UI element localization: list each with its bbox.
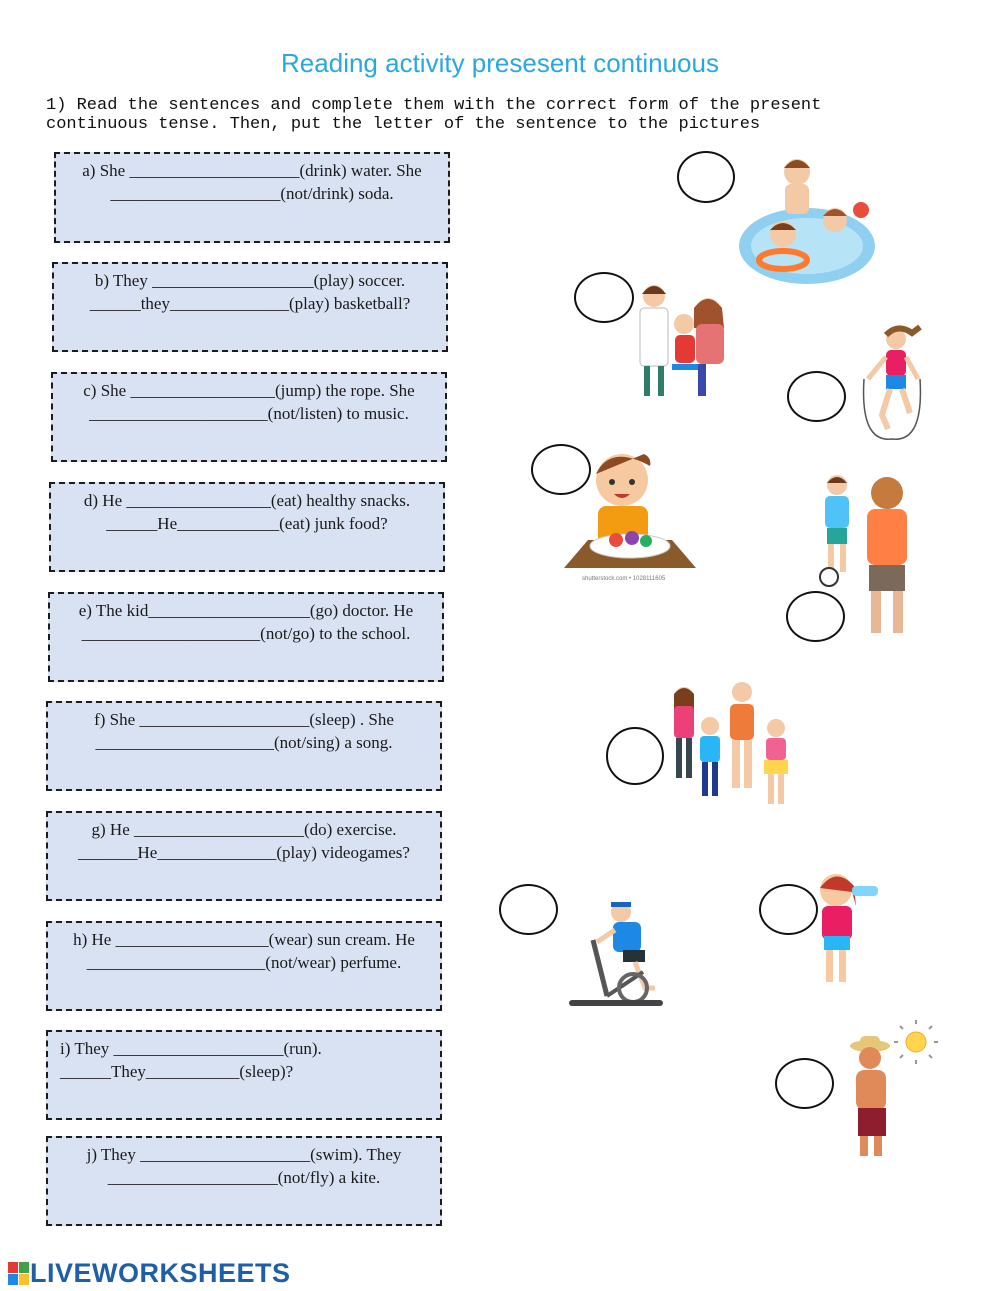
sentence-line-2: _____________________(not/go) to the school. bbox=[81, 624, 411, 643]
sentence-box-f[interactable] bbox=[46, 701, 442, 791]
sentence-box-j[interactable] bbox=[46, 1136, 442, 1226]
sentence-line-2: ____________________(not/fly) a kite. bbox=[107, 1168, 381, 1187]
liveworksheets-logo bbox=[8, 1258, 291, 1289]
sentence-line-2: _____________________(not/listen) to music. bbox=[89, 404, 409, 423]
stock-caption: shutterstock.com • 1028111605 bbox=[582, 576, 666, 582]
sentence-box-e[interactable] bbox=[48, 592, 444, 682]
sun-icon bbox=[894, 1020, 938, 1064]
page-title: Reading activity presesent continuous bbox=[281, 48, 719, 78]
sentence-box-c[interactable] bbox=[51, 372, 447, 462]
sentence-line-1: i) They ____________________(run). bbox=[60, 1039, 322, 1058]
sun-cream-picture bbox=[842, 1018, 942, 1160]
sentence-box-a[interactable] bbox=[54, 152, 450, 243]
sentence-box-g[interactable] bbox=[46, 811, 442, 901]
sentence-line-2: ______They___________(sleep)? bbox=[60, 1062, 294, 1081]
answer-bubble-sun-cream[interactable] bbox=[775, 1058, 834, 1109]
doctor-visit-picture bbox=[632, 280, 737, 402]
sentence-box-d[interactable] bbox=[49, 482, 445, 572]
girl-jumping-rope-picture bbox=[850, 323, 935, 443]
sentence-line-1: b) They ___________________(play) soccer. bbox=[94, 271, 406, 290]
kids-swimming-picture bbox=[735, 150, 875, 290]
sentence-line-2: _____________________(not/wear) perfume. bbox=[86, 953, 402, 972]
answer-bubble-run[interactable] bbox=[606, 727, 664, 785]
exercise-bike-picture bbox=[565, 900, 665, 1010]
answer-bubble-jump-rope[interactable] bbox=[787, 371, 846, 422]
sentence-line-2: _____________________(not/sing) a song. bbox=[95, 733, 393, 752]
sentence-line-1: d) He _________________(eat) healthy snacks. bbox=[83, 491, 411, 510]
sentence-line-2: ____________________(not/drink) soda. bbox=[110, 184, 394, 203]
boy-eating-picture bbox=[560, 448, 700, 583]
sentence-line-2: _______He______________(play) videogames? bbox=[78, 843, 410, 862]
sentence-line-1: c) She _________________(jump) the rope. She bbox=[83, 381, 415, 400]
sentence-line-1: a) She ____________________(drink) water. She bbox=[82, 161, 422, 180]
answer-bubble-exercise[interactable] bbox=[499, 884, 558, 935]
sentence-line-1: h) He __________________(wear) sun cream. He bbox=[73, 930, 415, 949]
answer-bubble-swim[interactable] bbox=[677, 151, 735, 203]
instruction-line-1: 1) Read the sentences and complete them with the correct form of the present bbox=[46, 96, 822, 115]
family-running-picture bbox=[660, 680, 800, 812]
instruction-line-2: continuous tense. Then, put the letter of the sentence to the pictures bbox=[46, 115, 761, 134]
sentence-line-2: ______He____________(eat) junk food? bbox=[106, 514, 388, 533]
sentence-line-1: f) She ____________________(sleep) . She bbox=[94, 710, 394, 729]
boys-soccer-picture bbox=[815, 473, 925, 643]
sentence-line-1: e) The kid___________________(go) doctor. He bbox=[78, 601, 414, 620]
sentence-line-1: g) He ____________________(do) exercise. bbox=[91, 820, 397, 839]
answer-bubble-doctor[interactable] bbox=[574, 272, 634, 323]
sentence-line-1: j) They ____________________(swim). They bbox=[86, 1145, 402, 1164]
instructions bbox=[46, 96, 946, 134]
girl-drinking-picture bbox=[808, 866, 888, 990]
logo-text: LIVEWORKSHEETS bbox=[30, 1258, 291, 1288]
sentence-line-2: ______they______________(play) basketball? bbox=[89, 294, 411, 313]
logo-icon bbox=[8, 1262, 30, 1286]
sentence-box-b[interactable] bbox=[52, 262, 448, 352]
sentence-box-h[interactable] bbox=[46, 921, 442, 1011]
sentence-box-i[interactable] bbox=[46, 1030, 442, 1120]
